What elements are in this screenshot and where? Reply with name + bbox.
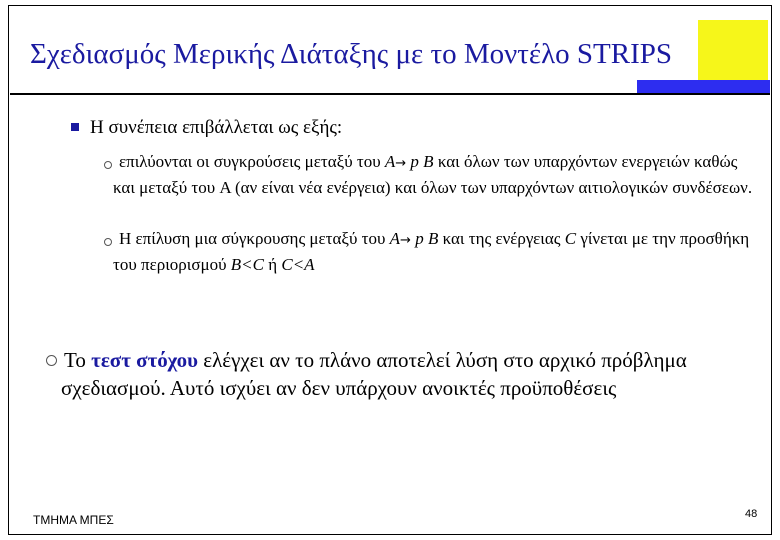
constraint-c-before-a: C<A — [281, 255, 315, 274]
main-bullet-text-b: ελέγχει αν το πλάνο αποτελεί λύση στο αρχικό πρόβλημα σχεδιασμού. Αυτό ισχύει αν δεν υπάρχουν ανοικτές προϋποθέσεις — [61, 348, 687, 400]
action-a: A — [384, 152, 396, 171]
circle-bullet-icon — [46, 355, 57, 366]
action-c: C — [564, 229, 577, 248]
main-bullet — [61, 346, 741, 402]
sub-bullet-1-text-b: και όλων των υπαρχόντων ενεργειών καθώς και μεταξύ του A (αν είναι νέα ενέργεια) και όλων των υπαρχόντων αιτιολογικών συνδέσεων. — [113, 152, 753, 197]
action-a: A — [389, 229, 401, 248]
sub-bullet-2-text-c: γίνεται με την προσθήκη του περιορισμού — [113, 229, 750, 274]
level1-text: Η συνέπεια επιβάλλεται ως εξής: — [90, 117, 343, 138]
goal-test-term: τεστ στόχου — [91, 348, 198, 372]
sub-bullet-1 — [113, 150, 753, 200]
footer-department: ΤΜΗΜΑ ΜΠΕΣ — [33, 513, 114, 527]
action-b: B — [427, 229, 439, 248]
sub-bullet-2-text-a: Η επίλυση μια σύγκρουσης μεταξύ του — [119, 229, 390, 248]
arrow-icon: → — [395, 156, 407, 171]
slide-title: Σχεδιασμός Μερικής Διάταξης με το Μοντέλο STRIPS — [30, 38, 672, 70]
condition-p: p — [410, 152, 419, 171]
arrow-icon: → — [400, 233, 411, 248]
action-b: B — [423, 152, 434, 171]
condition-p: p — [415, 229, 424, 248]
sub-bullet-2-text-b: και της ενέργειας — [438, 229, 565, 248]
constraint-b-before-c: B<C — [230, 255, 264, 274]
sub-bullet-1-text-a: επιλύονται οι συγκρούσεις μεταξύ του — [119, 152, 385, 171]
page-number: 48 — [745, 508, 758, 520]
circle-bullet-icon — [104, 161, 112, 169]
title-divider — [10, 93, 770, 95]
main-bullet-text-a: Το — [64, 348, 92, 372]
circle-bullet-icon — [104, 238, 112, 246]
accent-blue-bar — [637, 80, 770, 93]
square-bullet-icon — [71, 123, 79, 131]
or-word: ή — [263, 255, 282, 274]
accent-yellow-block — [698, 20, 768, 82]
sub-bullet-2 — [113, 227, 753, 277]
